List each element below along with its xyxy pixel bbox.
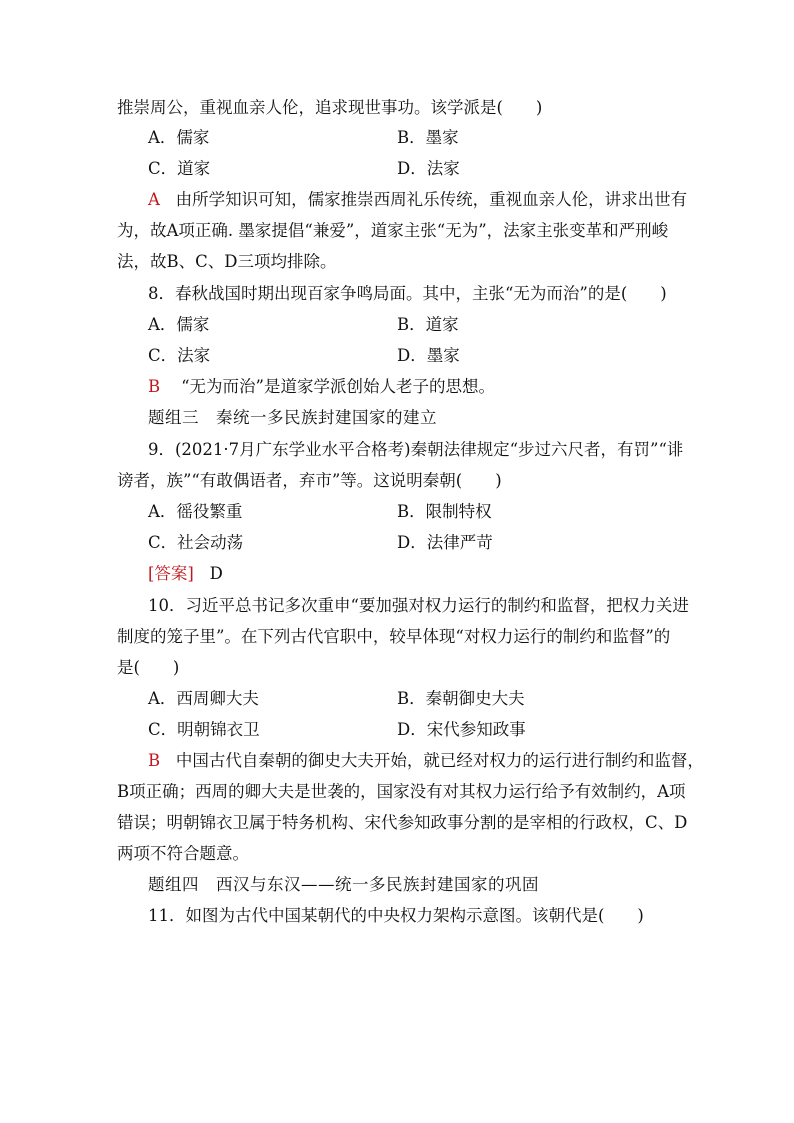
q7-option-a: A．儒家: [148, 128, 210, 147]
q9-answer: [148, 563, 223, 585]
q10-stem-line-2: 制度的笼子里”。在下列古代官职中，较早体现“对权力运行的制约和监督”的: [117, 627, 671, 646]
q10-option-b: B．秦朝御史大夫: [397, 689, 525, 708]
q7-answer-letter: A: [148, 190, 160, 209]
q8-explain-text: “无为而治”是道家学派创始人老子的思想。: [181, 377, 495, 396]
q10-stem-line-3: 是( ): [117, 658, 180, 677]
group4-heading: 题组四 西汉与东汉——统一多民族封建国家的巩固: [148, 875, 539, 894]
q10-explanation-line-2: B项正确；西周的卿大夫是世袭的，国家没有对其权力运行给予有效制约，A项: [117, 782, 686, 801]
q7-option-d: D．法家: [397, 159, 460, 178]
q7-option-b: B．墨家: [397, 128, 459, 147]
q7-stem-tail: 推崇周公，重视血亲人伦，追求现世事功。该学派是( ): [117, 98, 543, 117]
q7-explanation-line-3: 法，故B、C、D三项均排除。: [117, 252, 337, 271]
q7-explanation-line-2: 为，故A项正确. 墨家提倡“兼爱”，道家主张“无为”，法家主张变革和严刑峻: [117, 221, 669, 240]
q9-stem-line-2: 谤者，族”“有敢偶语者，弃市”等。这说明秦朝( ): [117, 471, 502, 490]
q8-stem: 8．春秋战国时期出现百家争鸣局面。其中，主张“无为而治”的是( ): [148, 284, 667, 303]
q10-explanation-line-4: 两项不符合题意。: [117, 844, 249, 863]
q8-explanation: [148, 376, 495, 398]
q8-option-c: C．法家: [148, 346, 211, 365]
q10-option-c: C．明朝锦衣卫: [148, 720, 260, 739]
q10-stem-line-1: 10．习近平总书记多次重申“要加强对权力运行的制约和监督，把权力关进: [148, 596, 689, 615]
q9-stem-line-1: 9．(2021·7月广东学业水平合格考)秦朝法律规定“步过六尺者，有罚”“诽: [148, 440, 684, 459]
q9-option-c: C．社会动荡: [148, 533, 244, 552]
q9-option-a: A．徭役繁重: [148, 502, 243, 521]
q8-option-b: B．道家: [397, 315, 459, 334]
q8-answer-letter: B: [148, 377, 161, 396]
q9-option-b: B．限制特权: [397, 502, 492, 521]
q10-explain-text-1: 中国古代自秦朝的御史大夫开始，就已经对权力的运行进行制约和监督，: [175, 751, 704, 770]
q10-option-d: D．宋代参知政事: [397, 720, 526, 739]
q9-answer-label: [答案]: [148, 564, 194, 583]
q8-option-a: A．儒家: [148, 315, 210, 334]
q7-explanation-line-1: [148, 189, 687, 211]
q10-option-a: A．西周卿大夫: [148, 689, 259, 708]
q9-option-d: D．法律严苛: [397, 533, 493, 552]
group3-heading: 题组三 秦统一多民族封建国家的建立: [148, 408, 437, 427]
q10-explanation-line-1: [148, 750, 704, 772]
q7-explain-text-1: 由所学知识可知，儒家推崇西周礼乐传统，重视血亲人伦，讲求出世有: [175, 190, 688, 209]
q8-option-d: D．墨家: [397, 346, 460, 365]
q10-answer-letter: B: [148, 751, 161, 770]
q11-stem: 11．如图为古代中国某朝代的中央权力架构示意图。该朝代是( ): [148, 906, 644, 925]
q10-explanation-line-3: 错误；明朝锦衣卫属于特务机构、宋代参知政事分割的是宰相的行政权，C、D: [117, 813, 688, 832]
q9-answer-letter: D: [209, 564, 223, 583]
q7-option-c: C．道家: [148, 159, 211, 178]
